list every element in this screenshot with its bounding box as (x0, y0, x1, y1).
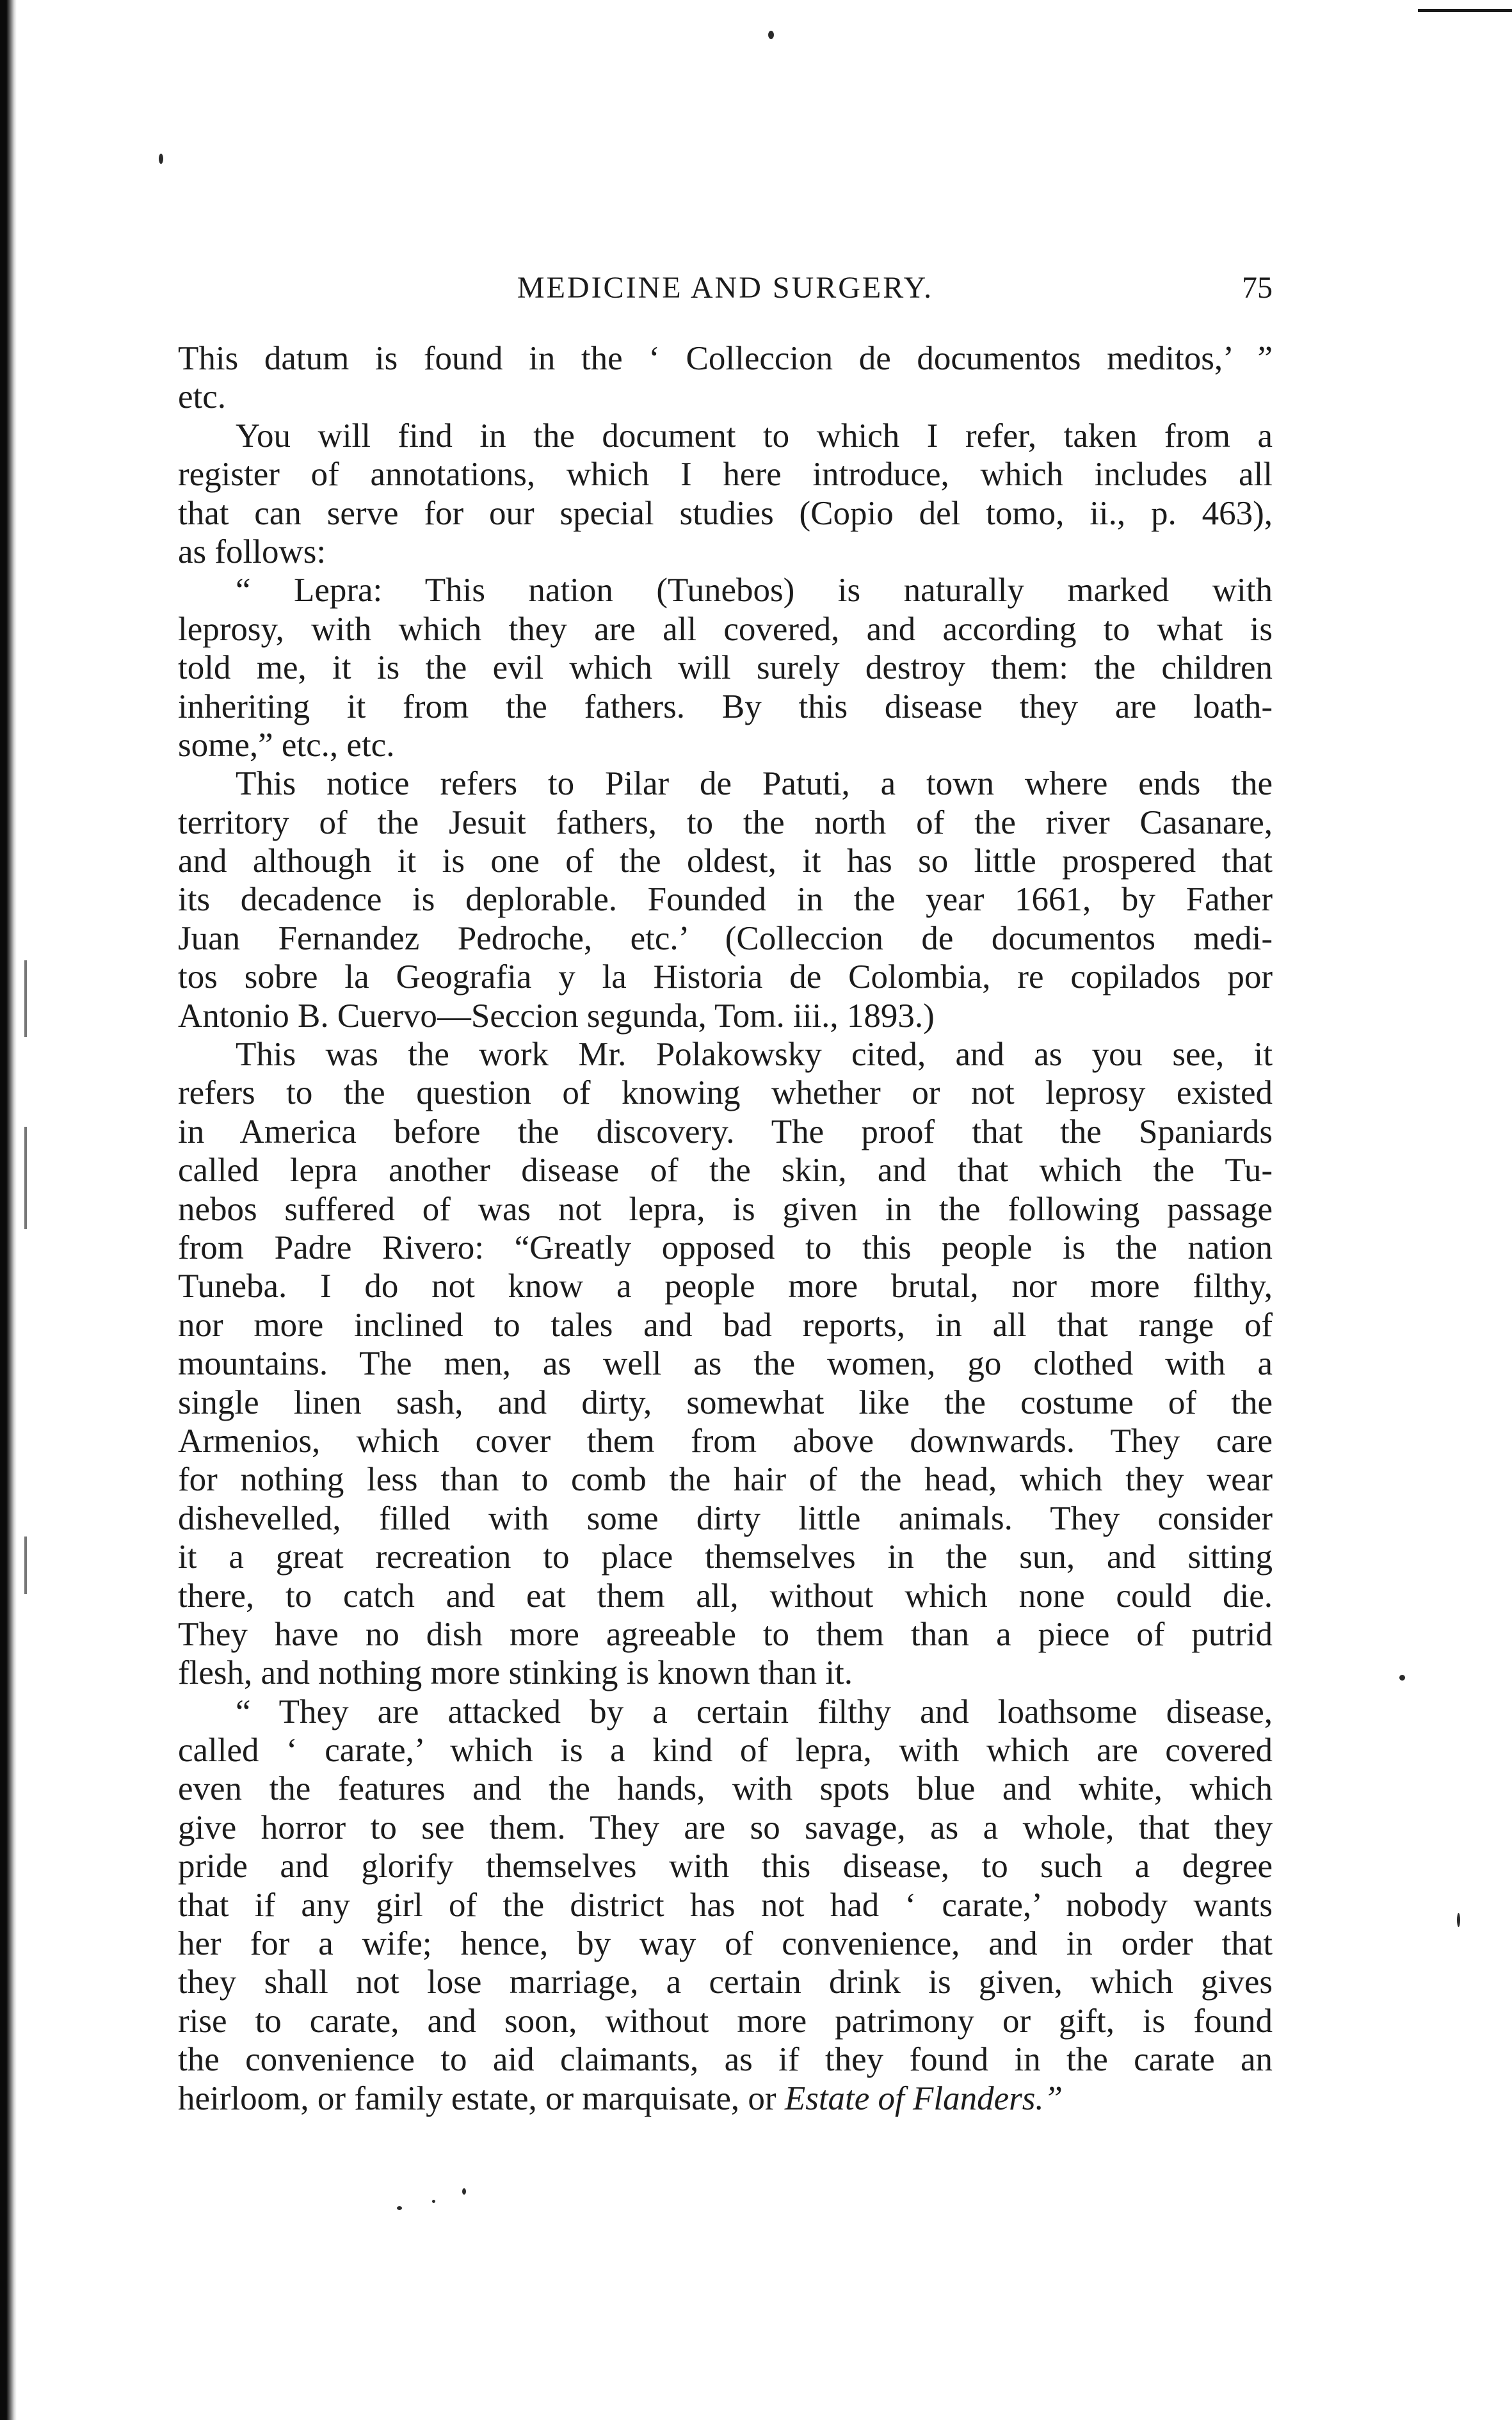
running-title: MEDICINE AND SURGERY. (517, 271, 934, 305)
text-line: some,” etc., etc. (178, 726, 395, 764)
text-line: flesh, and nothing more stinking is known than it. (178, 1654, 853, 1692)
text-line: “ Lepra: This nation (Tunebos) is naturally marked with (236, 572, 1273, 609)
text-line: etc. (178, 378, 227, 416)
text-line: register of annotations, which I here introduce, which includes all (178, 456, 1273, 494)
text-line: You will find in the document to which I refer, taken from a (236, 417, 1273, 455)
binding-edge (0, 0, 17, 2420)
page-number: 75 (1242, 271, 1273, 305)
text-line: the convenience to aid claimants, as if they found in the carate an (178, 2041, 1273, 2079)
text-line: in America before the discovery. The proof that the Spaniards (178, 1113, 1273, 1150)
ink-speck (432, 2200, 435, 2203)
text-line: give horror to see them. They are so savage, as a whole, that they (178, 1809, 1273, 1846)
binding-mark (24, 960, 27, 1037)
text-line: told me, it is the evil which will surely destroy them: the children (178, 649, 1273, 687)
text-line: territory of the Jesuit fathers, to the north of the river Casanare, (178, 803, 1273, 841)
text-line: Armenios, which cover them from above downwards. They care (178, 1422, 1273, 1460)
text-line: single linen sash, and dirty, somewhat like the costume of the (178, 1383, 1273, 1421)
ink-speck (1457, 1913, 1460, 1927)
text-line: they shall not lose marriage, a certain drink is given, which gives (178, 1964, 1273, 2001)
text-line: leprosy, with which they are all covered, and according to what is (178, 610, 1273, 648)
text-line: and although it is one of the oldest, it has so little prospered that (178, 843, 1273, 880)
text-line: rise to carate, and soon, without more patrimony or gift, is found (178, 2002, 1273, 2040)
text-line: They have no dish more agreeable to them than a piece of putrid (178, 1615, 1273, 1653)
text-line: This was the work Mr. Polakowsky cited, and as you see, it (236, 1036, 1273, 1074)
ink-speck (462, 2188, 466, 2195)
text-line: pride and glorify themselves with this disease, to such a degree (178, 1848, 1273, 1885)
text-line: Antonio B. Cuervo—Seccion segunda, Tom. iii., 1893.) (178, 997, 935, 1035)
text-line: This notice refers to Pilar de Patuti, a town where ends the (236, 765, 1273, 803)
text-line: nor more inclined to tales and bad reports, in all that range of (178, 1306, 1273, 1344)
text-line: mountains. The men, as well as the women, go clothed with a (178, 1345, 1273, 1383)
binding-mark (24, 1127, 27, 1229)
text-line: tos sobre la Geografia y la Historia de Colombia, re copilados por (178, 958, 1273, 996)
text-line: as follows: (178, 533, 326, 570)
text-line: nebos suffered of was not lepra, is given in the following passage (178, 1190, 1273, 1228)
text-line: This datum is found in the ‘ Colleccion de documentos meditos,’ ” (178, 340, 1273, 377)
text-line-final (178, 2079, 1273, 2118)
binding-mark (24, 1537, 27, 1594)
ink-speck (1399, 1675, 1405, 1681)
text-line-italic: Estate of Flanders.” (784, 2079, 1063, 2117)
ink-speck (397, 2206, 402, 2210)
text-line: from Padre Rivero: “Greatly opposed to this people is the nation (178, 1229, 1273, 1266)
text-line: for nothing less than to comb the hair of the head, which they wear (178, 1461, 1273, 1499)
text-line: her for a wife; hence, by way of convenience, and in order that (178, 1925, 1273, 1963)
page-edge-rule (1418, 9, 1512, 12)
text-line: that if any girl of the district has not had ‘ carate,’ nobody wants (178, 1886, 1273, 1924)
ink-speck (768, 31, 774, 39)
text-line: even the features and the hands, with spots blue and white, which (178, 1770, 1273, 1808)
text-line: dishevelled, filled with some dirty little animals. They consider (178, 1499, 1273, 1537)
text-line: there, to catch and eat them all, without which none could die. (178, 1577, 1273, 1615)
text-line: inheriting it from the fathers. By this disease they are loath- (178, 688, 1273, 725)
body-text (178, 339, 1273, 2118)
text-line: it a great recreation to place themselves in the sun, and sitting (178, 1538, 1273, 1576)
text-line: refers to the question of knowing whether or not leprosy existed (178, 1074, 1273, 1112)
ink-speck (159, 154, 163, 164)
text-line: that can serve for our special studies (Copio del tomo, ii., p. 463), (178, 494, 1273, 532)
text-line-roman: heirloom, or family estate, or marquisate, or (178, 2079, 785, 2117)
text-line: Tuneba. I do not know a people more brutal, nor more filthy, (178, 1268, 1273, 1305)
text-line: called ‘ carate,’ which is a kind of lepra, with which are covered (178, 1732, 1273, 1770)
text-line: “ They are attacked by a certain filthy and loathsome disease, (236, 1693, 1273, 1730)
text-line: Juan Fernandez Pedroche, etc.’ (Colleccion de documentos medi- (178, 919, 1273, 957)
text-line: its decadence is deplorable. Founded in the year 1661, by Father (178, 881, 1273, 919)
text-line: called lepra another disease of the skin, and that which the Tu- (178, 1152, 1273, 1190)
running-head (178, 268, 1273, 309)
